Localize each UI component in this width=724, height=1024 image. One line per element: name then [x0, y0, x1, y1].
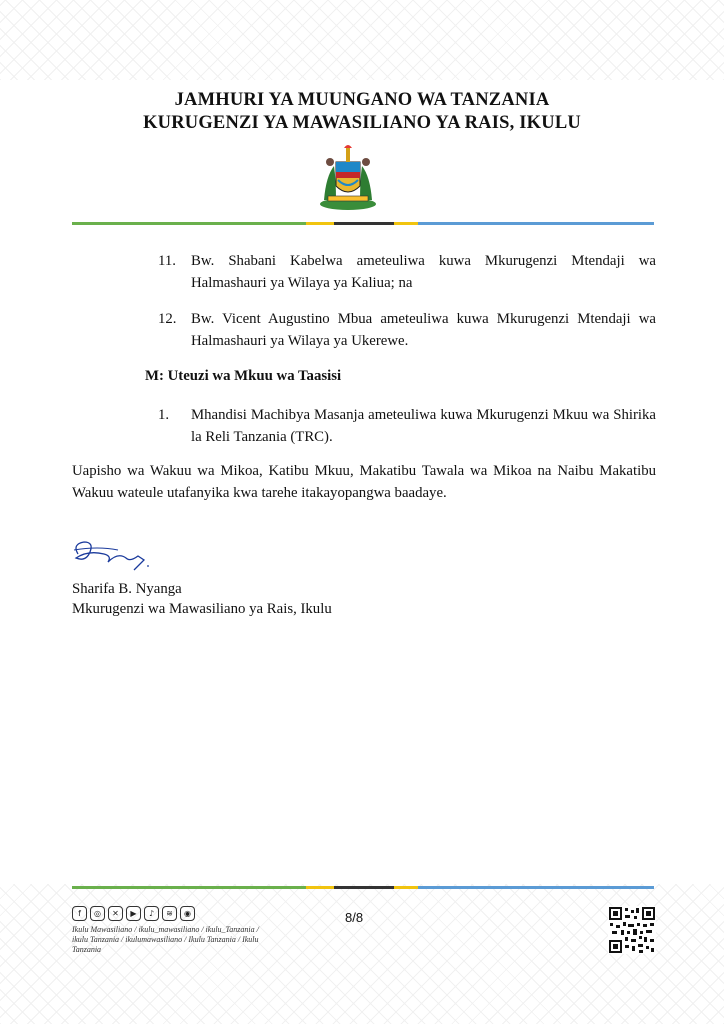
list-item-text: Bw. Vicent Augustino Mbua ameteuliwa kuwa Mkurugenzi Mtendaji wa Halmashauri ya Wilaya ya Ukerewe.: [191, 311, 656, 349]
list-item-number: 1.: [158, 407, 170, 423]
youtube-icon[interactable]: ▶: [126, 906, 141, 921]
qr-code-image: [608, 906, 656, 954]
band-yellow-2: [394, 886, 418, 889]
signatory-title: Mkurugenzi wa Mawasiliano ya Rais, Ikulu: [72, 601, 332, 617]
band-blue: [418, 222, 654, 225]
band-black: [334, 886, 394, 889]
band-black: [334, 222, 394, 225]
band-green: [72, 222, 306, 225]
social-handles: Ikulu Mawasiliano / ikulu_mawasiliano / ikulu_Tanzania / ikulu Tanzania / ikulumawasiliano / Ikulu Tanzania / Ikulu Tanzania: [72, 925, 259, 954]
coat-of-arms-emblem: [314, 140, 382, 212]
signature-image: [68, 536, 154, 576]
band-yellow-2: [394, 222, 418, 225]
section-heading: M: Uteuzi wa Mkuu wa Taasisi: [145, 368, 342, 384]
page-number: 8/8: [345, 910, 364, 925]
list-item-number: 11.: [158, 253, 176, 269]
footer-color-band: [72, 886, 654, 889]
band-yellow: [306, 886, 334, 889]
band-green: [72, 886, 306, 889]
x-icon[interactable]: ✕: [108, 906, 123, 921]
list-item-text: Bw. Shabani Kabelwa ameteuliwa kuwa Mkurugenzi Mtendaji wa Halmashauri ya Wilaya ya Kaliua; na: [191, 253, 656, 291]
header-title-line2: KURUGENZI YA MAWASILIANO YA RAIS, IKULU: [143, 113, 581, 133]
instagram-icon[interactable]: ◎: [90, 906, 105, 921]
tiktok-icon[interactable]: ♪: [144, 906, 159, 921]
list-item-text: Mhandisi Machibya Masanja ameteuliwa kuwa Mkurugenzi Mkuu wa Shirika la Reli Tanzania (TRC).: [191, 407, 656, 445]
band-blue: [418, 886, 654, 889]
list-item-number: 12.: [158, 311, 177, 327]
social-icons-row: [72, 906, 195, 921]
spotify-icon[interactable]: ≋: [162, 906, 177, 921]
closing-paragraph: Uapisho wa Wakuu wa Mikoa, Katibu Mkuu, Makatibu Tawala wa Mikoa na Naibu Makatibu Wakuu wateule utafanyika kwa tarehe itakayopangwa baadaye.: [72, 463, 656, 501]
podcast-icon[interactable]: ◉: [180, 906, 195, 921]
facebook-icon[interactable]: f: [72, 906, 87, 921]
background-pattern-top: [0, 0, 724, 80]
header-color-band: [72, 222, 654, 225]
signatory-name: Sharifa B. Nyanga: [72, 581, 182, 597]
band-yellow: [306, 222, 334, 225]
header-title-line1: JAMHURI YA MUUNGANO WA TANZANIA: [174, 90, 550, 110]
